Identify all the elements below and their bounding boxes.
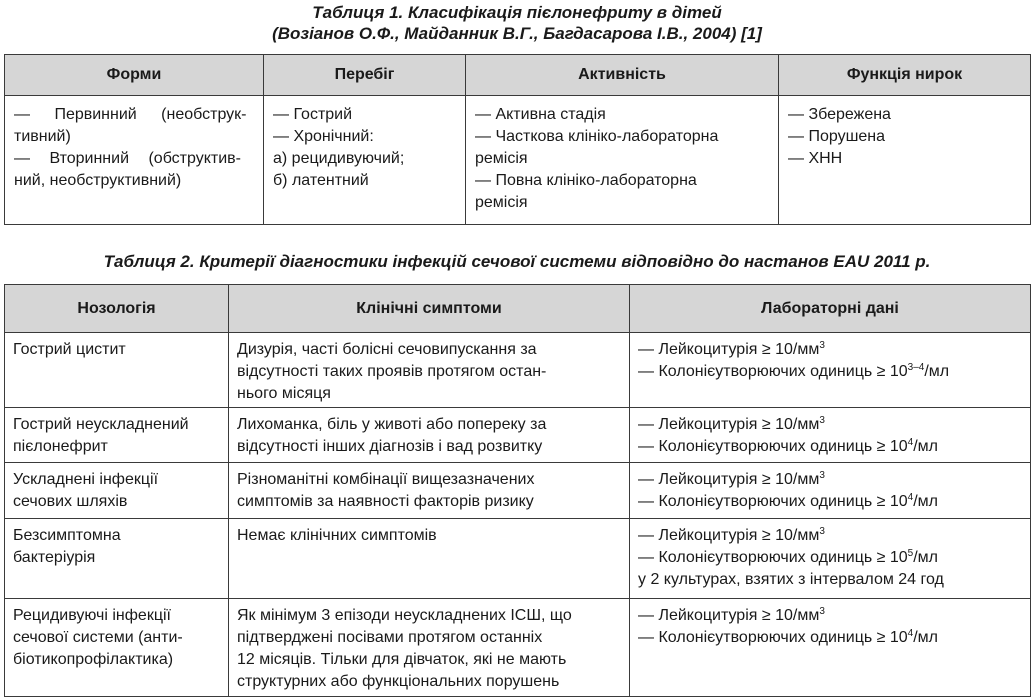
cell-line: — Збережена — [788, 106, 891, 123]
cfu-line — [638, 491, 1024, 513]
table1-header-activity: Активність — [466, 55, 779, 96]
symptoms-cell — [229, 333, 630, 408]
leukocyturia-text: — Лейкоцитурія ≥ 10/мм — [638, 341, 820, 358]
table2-header-lab-data: Лабораторні дані — [630, 285, 1031, 333]
table1-caption-line2: (Возіанов О.Ф., Майданник В.Г., Багдасарова І.В., 2004) [1] — [272, 24, 762, 43]
cell-line: — ХНН — [788, 150, 843, 167]
cell-line: — Часткова клініко-лабораторна — [475, 128, 719, 145]
leukocyturia-line — [638, 469, 1024, 491]
table1-caption-line1: Таблиця 1. Класифікація пієлонефриту в дітей — [312, 3, 722, 22]
cfu-text: — Колонієутворюючих одиниць ≥ 10 — [638, 493, 908, 510]
symptoms-cell — [229, 519, 630, 599]
cell-line: структурних або функціональних порушень — [237, 673, 560, 690]
leukocyturia-exponent: 3 — [819, 526, 825, 537]
cell-line: тивний) — [14, 128, 71, 145]
cell-line: а) рецидивуючий; — [273, 150, 405, 167]
cell-line: — Вторинний (обструктив- — [14, 150, 241, 167]
table1-header-row — [5, 55, 1031, 96]
cfu-text: — Колонієутворюючих одиниць ≥ 10 — [638, 363, 908, 380]
cell-line: підтверджені посівами протягом останніх — [237, 629, 543, 646]
table1-caption — [0, 2, 1034, 44]
cell-line: — Активна стадія — [475, 106, 606, 123]
cfu-unit: /мл — [913, 493, 938, 510]
cell-line: пієлонефрит — [13, 438, 108, 455]
leukocyturia-exponent: 3 — [819, 470, 825, 481]
cfu-exponent: 3–4 — [907, 362, 925, 373]
table1-header-forms: Форми — [5, 55, 264, 96]
lab-data-cell — [630, 408, 1031, 463]
cell-line: Немає клінічних симптомів — [237, 527, 437, 544]
table2-header-symptoms: Клінічні симптоми — [229, 285, 630, 333]
classification-table — [4, 54, 1031, 225]
cell-line: Гострий цистит — [13, 341, 126, 358]
cfu-exponent: 4 — [907, 492, 914, 503]
cell-line: сечових шляхів — [13, 493, 128, 510]
cfu-text: — Колонієутворюючих одиниць ≥ 10 — [638, 549, 908, 566]
cell-line: бактеріурія — [13, 549, 96, 566]
leukocyturia-text: — Лейкоцитурія ≥ 10/мм — [638, 527, 820, 544]
cell-line: б) латентний — [273, 172, 369, 189]
cell-line: — Хронічний: — [273, 128, 374, 145]
leukocyturia-text: — Лейкоцитурія ≥ 10/мм — [638, 607, 820, 624]
table1-cell-activity — [466, 96, 779, 225]
nosology-cell — [5, 463, 229, 519]
cell-line: Лихоманка, біль у животі або попереку за — [237, 416, 547, 433]
diagnostic-criteria-table — [4, 284, 1031, 697]
table-row — [5, 408, 1031, 463]
cfu-unit: /мл — [913, 549, 938, 566]
table2-header-row — [5, 285, 1031, 333]
cell-line: — Первинний (необструк- — [14, 106, 247, 123]
cell-line: — Порушена — [788, 128, 886, 145]
cell-line: Ускладнені інфекції — [13, 471, 159, 488]
leukocyturia-text: — Лейкоцитурія ≥ 10/мм — [638, 471, 820, 488]
leukocyturia-exponent: 3 — [819, 606, 825, 617]
cfu-line — [638, 436, 1024, 458]
cell-line: Безсимптомна — [13, 527, 121, 544]
table-row — [5, 463, 1031, 519]
table-row — [5, 333, 1031, 408]
cell-line: Різноманітні комбінації вищезазначених — [237, 471, 535, 488]
nosology-cell — [5, 519, 229, 599]
lab-data-cell — [630, 463, 1031, 519]
lab-data-cell — [630, 333, 1031, 408]
cell-line: — Повна клініко-лабораторна — [475, 172, 697, 189]
cell-line: Дизурія, часті болісні сечовипускання за — [237, 341, 537, 358]
table-row — [5, 599, 1031, 697]
cfu-text: — Колонієутворюючих одиниць ≥ 10 — [638, 438, 908, 455]
nosology-cell — [5, 408, 229, 463]
cell-line: відсутності таких проявів протягом остан- — [237, 363, 547, 380]
cell-line: відсутності інших діагнозів і вад розвитку — [237, 438, 543, 455]
cell-line: симптомів за наявності факторів ризику — [237, 493, 534, 510]
table1-cell-kidney-function — [779, 96, 1031, 225]
table1-cell-course — [264, 96, 466, 225]
cell-line: нього місяця — [237, 385, 331, 402]
cfu-unit: /мл — [924, 363, 950, 380]
symptoms-cell — [229, 408, 630, 463]
cell-line: ремісія — [475, 150, 528, 167]
nosology-cell — [5, 599, 229, 697]
cell-line: ний, необструктивний) — [14, 172, 182, 189]
lab-data-cell — [630, 599, 1031, 697]
table2-caption: Таблиця 2. Критерії діагностики інфекцій сечової системи відповідно до настанов EAU 2011 р. — [103, 252, 931, 271]
cell-line: сечової системи (анти- — [13, 629, 183, 646]
cfu-line — [638, 361, 1024, 383]
leukocyturia-line — [638, 605, 1024, 627]
leukocyturia-line — [638, 339, 1024, 361]
leukocyturia-exponent: 3 — [819, 340, 825, 351]
leukocyturia-line — [638, 525, 1024, 547]
table-row — [5, 519, 1031, 599]
cfu-line — [638, 627, 1024, 649]
table2-header-nosology: Нозологія — [5, 285, 229, 333]
cell-line: Гострий неускладнений — [13, 416, 189, 433]
lab-data-cell — [630, 519, 1031, 599]
leukocyturia-exponent: 3 — [819, 415, 825, 426]
leukocyturia-line — [638, 414, 1024, 436]
table1-header-course: Перебіг — [264, 55, 466, 96]
cfu-exponent: 4 — [907, 628, 914, 639]
cfu-unit: /мл — [913, 438, 938, 455]
cell-line: Як мінімум 3 епізоди неускладнених ІСШ, що — [237, 607, 572, 624]
nosology-cell — [5, 333, 229, 408]
cfu-exponent: 4 — [907, 437, 914, 448]
cfu-line — [638, 547, 1024, 569]
symptoms-cell — [229, 599, 630, 697]
leukocyturia-text: — Лейкоцитурія ≥ 10/мм — [638, 416, 820, 433]
cell-line: — Гострий — [273, 106, 353, 123]
cell-line: 12 місяців. Тільки для дівчаток, які не мають — [237, 651, 567, 668]
table2-body — [5, 333, 1031, 697]
symptoms-cell — [229, 463, 630, 519]
cfu-exponent: 5 — [907, 548, 914, 559]
cfu-unit: /мл — [913, 629, 938, 646]
table1-header-kidney-function: Функція нирок — [779, 55, 1031, 96]
cell-line: Рецидивуючі інфекції — [13, 607, 171, 624]
cell-line: ремісія — [475, 194, 528, 211]
cfu-text: — Колонієутворюючих одиниць ≥ 10 — [638, 629, 908, 646]
cell-line: біотикопрофілактика) — [13, 651, 174, 668]
table1-row — [5, 96, 1031, 225]
table1-cell-forms — [5, 96, 264, 225]
lab-note-line: у 2 культурах, взятих з інтервалом 24 год — [638, 571, 944, 588]
